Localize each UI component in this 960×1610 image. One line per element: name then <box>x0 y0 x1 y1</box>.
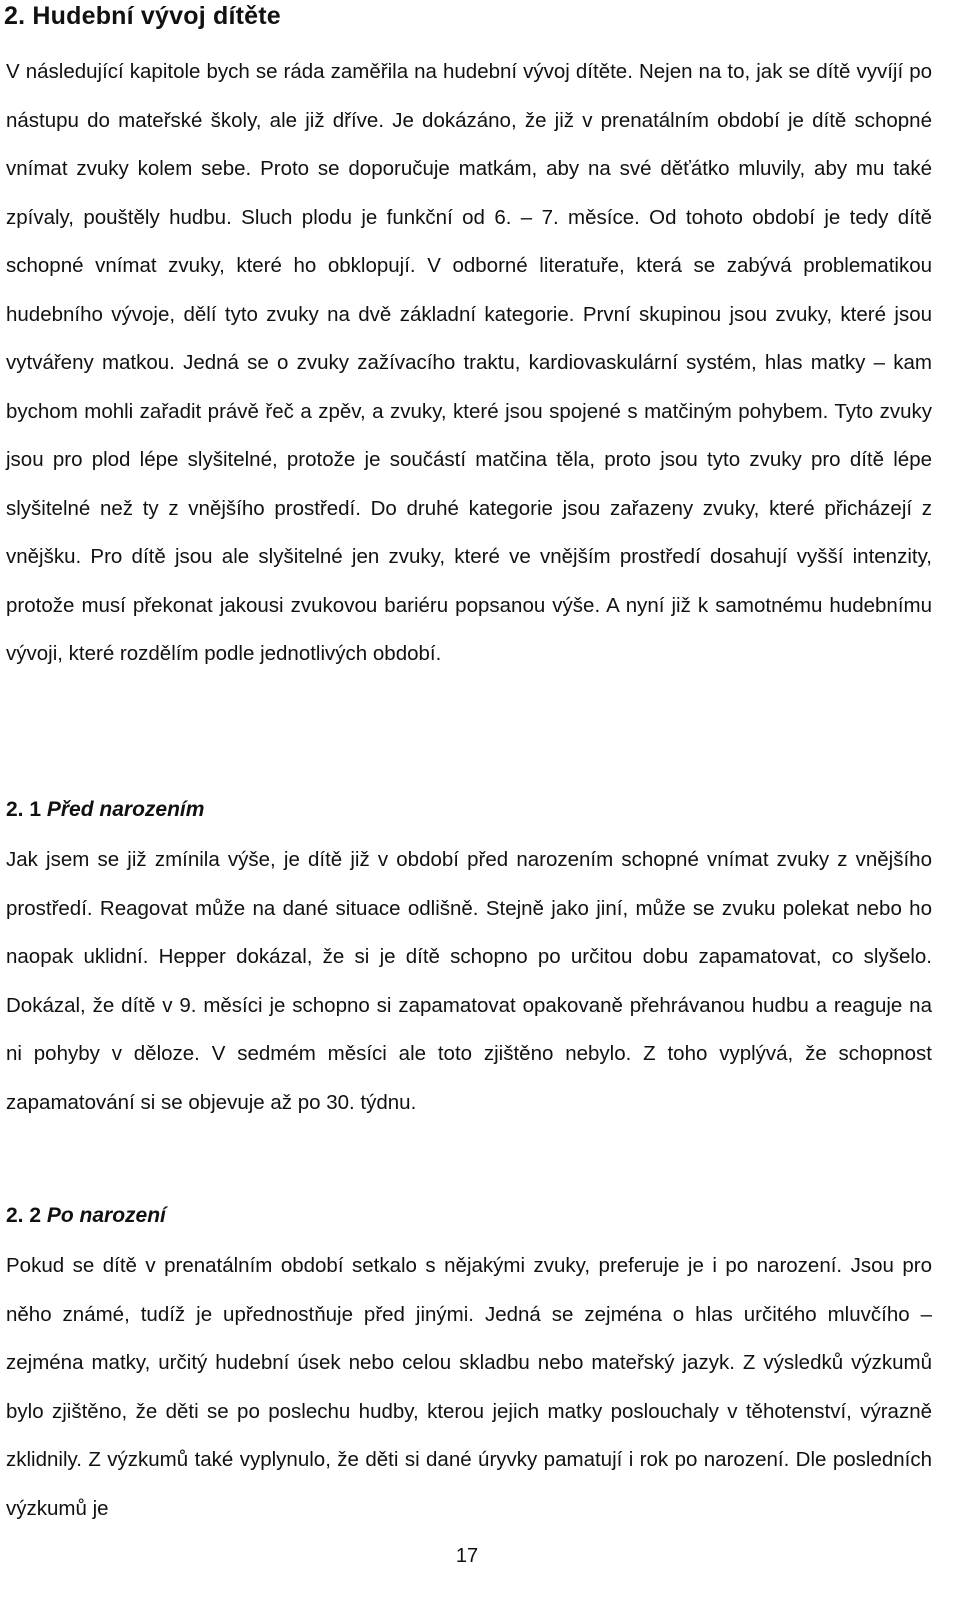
section-title: Po narození <box>46 1204 166 1227</box>
section-number: 2. 2 <box>6 1204 42 1227</box>
page-number: 17 <box>455 1545 479 1567</box>
section-heading-before-birth <box>6 795 204 825</box>
section-paragraph-after-birth: Pokud se dítě v prenatálním období setkalo s nějakými zvuky, preferuje je i po narození. Jsou pro něho známé, tudíž je upřednostňuje před jinými. Jedná se zejména o hlas určitého mluvčího – zejména matky, určitý hudební úsek nebo celou skladbu nebo mateřský jazyk. Z výsledků výzkumů bylo zjištěno, že děti se po poslechu hudby, kterou jejich matky poslouchaly v těhotenství, výrazně zklidnily. Z výzkumů také vyplynulo, že děti si dané úryvky pamatují i rok po narození. Dle posledních výzkumů je <box>6 1254 932 1520</box>
section-paragraph-before-birth: Jak jsem se již zmínila výše, je dítě již v období před narozením schopné vnímat zvuky z vnějšího prostředí. Reagovat může na dané situace odlišně. Stejně jako jiní, může se zvuku polekat nebo ho naopak uklidní. Hepper dokázal, že si je dítě schopno po určitou dobu zapamatovat, co slyšelo. Dokázal, že dítě v 9. měsíci je schopno si zapamatovat opakovaně přehrávanou hudbu a reaguje na ni pohyby v děloze. V sedmém měsíci ale toto zjištěno nebylo. Z toho vyplývá, že schopnost zapamatování si se objevuje až po 30. týdnu. <box>6 848 932 1114</box>
section-heading-after-birth <box>6 1201 166 1231</box>
intro-paragraph: V následující kapitole bych se ráda zaměřila na hudební vývoj dítěte. Nejen na to, jak se dítě vyvíjí po nástupu do mateřské školy, ale již dříve. Je dokázáno, že již v prenatálním období je dítě schopné vnímat zvuky kolem sebe. Proto se doporučuje matkám, aby na své děťátko mluvily, aby mu také zpívaly, pouštěly hudbu. Sluch plodu je funkční od 6. – 7. měsíce. Od tohoto období je tedy dítě schopné vnímat zvuky, které ho obklopují. V odborné literatuře, která se zabývá problematikou hudebního vývoje, dělí tyto zvuky na dvě základní kategorie. První skupinou jsou zvuky, které jsou vytvářeny matkou. Jedná se o zvuky zažívacího traktu, kardiovaskulární systém, hlas matky – kam bychom mohli zařadit právě řeč a zpěv, a zvuky, které jsou spojené s matčiným pohybem. Tyto zvuky jsou pro plod lépe slyšitelné, protože je součástí matčina těla, proto jsou tyto zvuky pro dítě lépe slyšitelné než ty z vnějšího prostředí. Do druhé kategorie jsou zařazeny zvuky, které přicházejí z vnějšku. Pro dítě jsou ale slyšitelné jen zvuky, které ve vnějším prostředí dosahují vyšší intenzity, protože musí překonat jakousi zvukovou bariéru popsanou výše. A nyní již k samotnému hudebnímu vývoji, které rozdělím podle jednotlivých období. <box>6 60 932 665</box>
chapter-title: 2. Hudební vývoj dítěte <box>4 2 281 30</box>
section-title: Před narozením <box>46 798 205 821</box>
section-number: 2. 1 <box>6 798 42 821</box>
